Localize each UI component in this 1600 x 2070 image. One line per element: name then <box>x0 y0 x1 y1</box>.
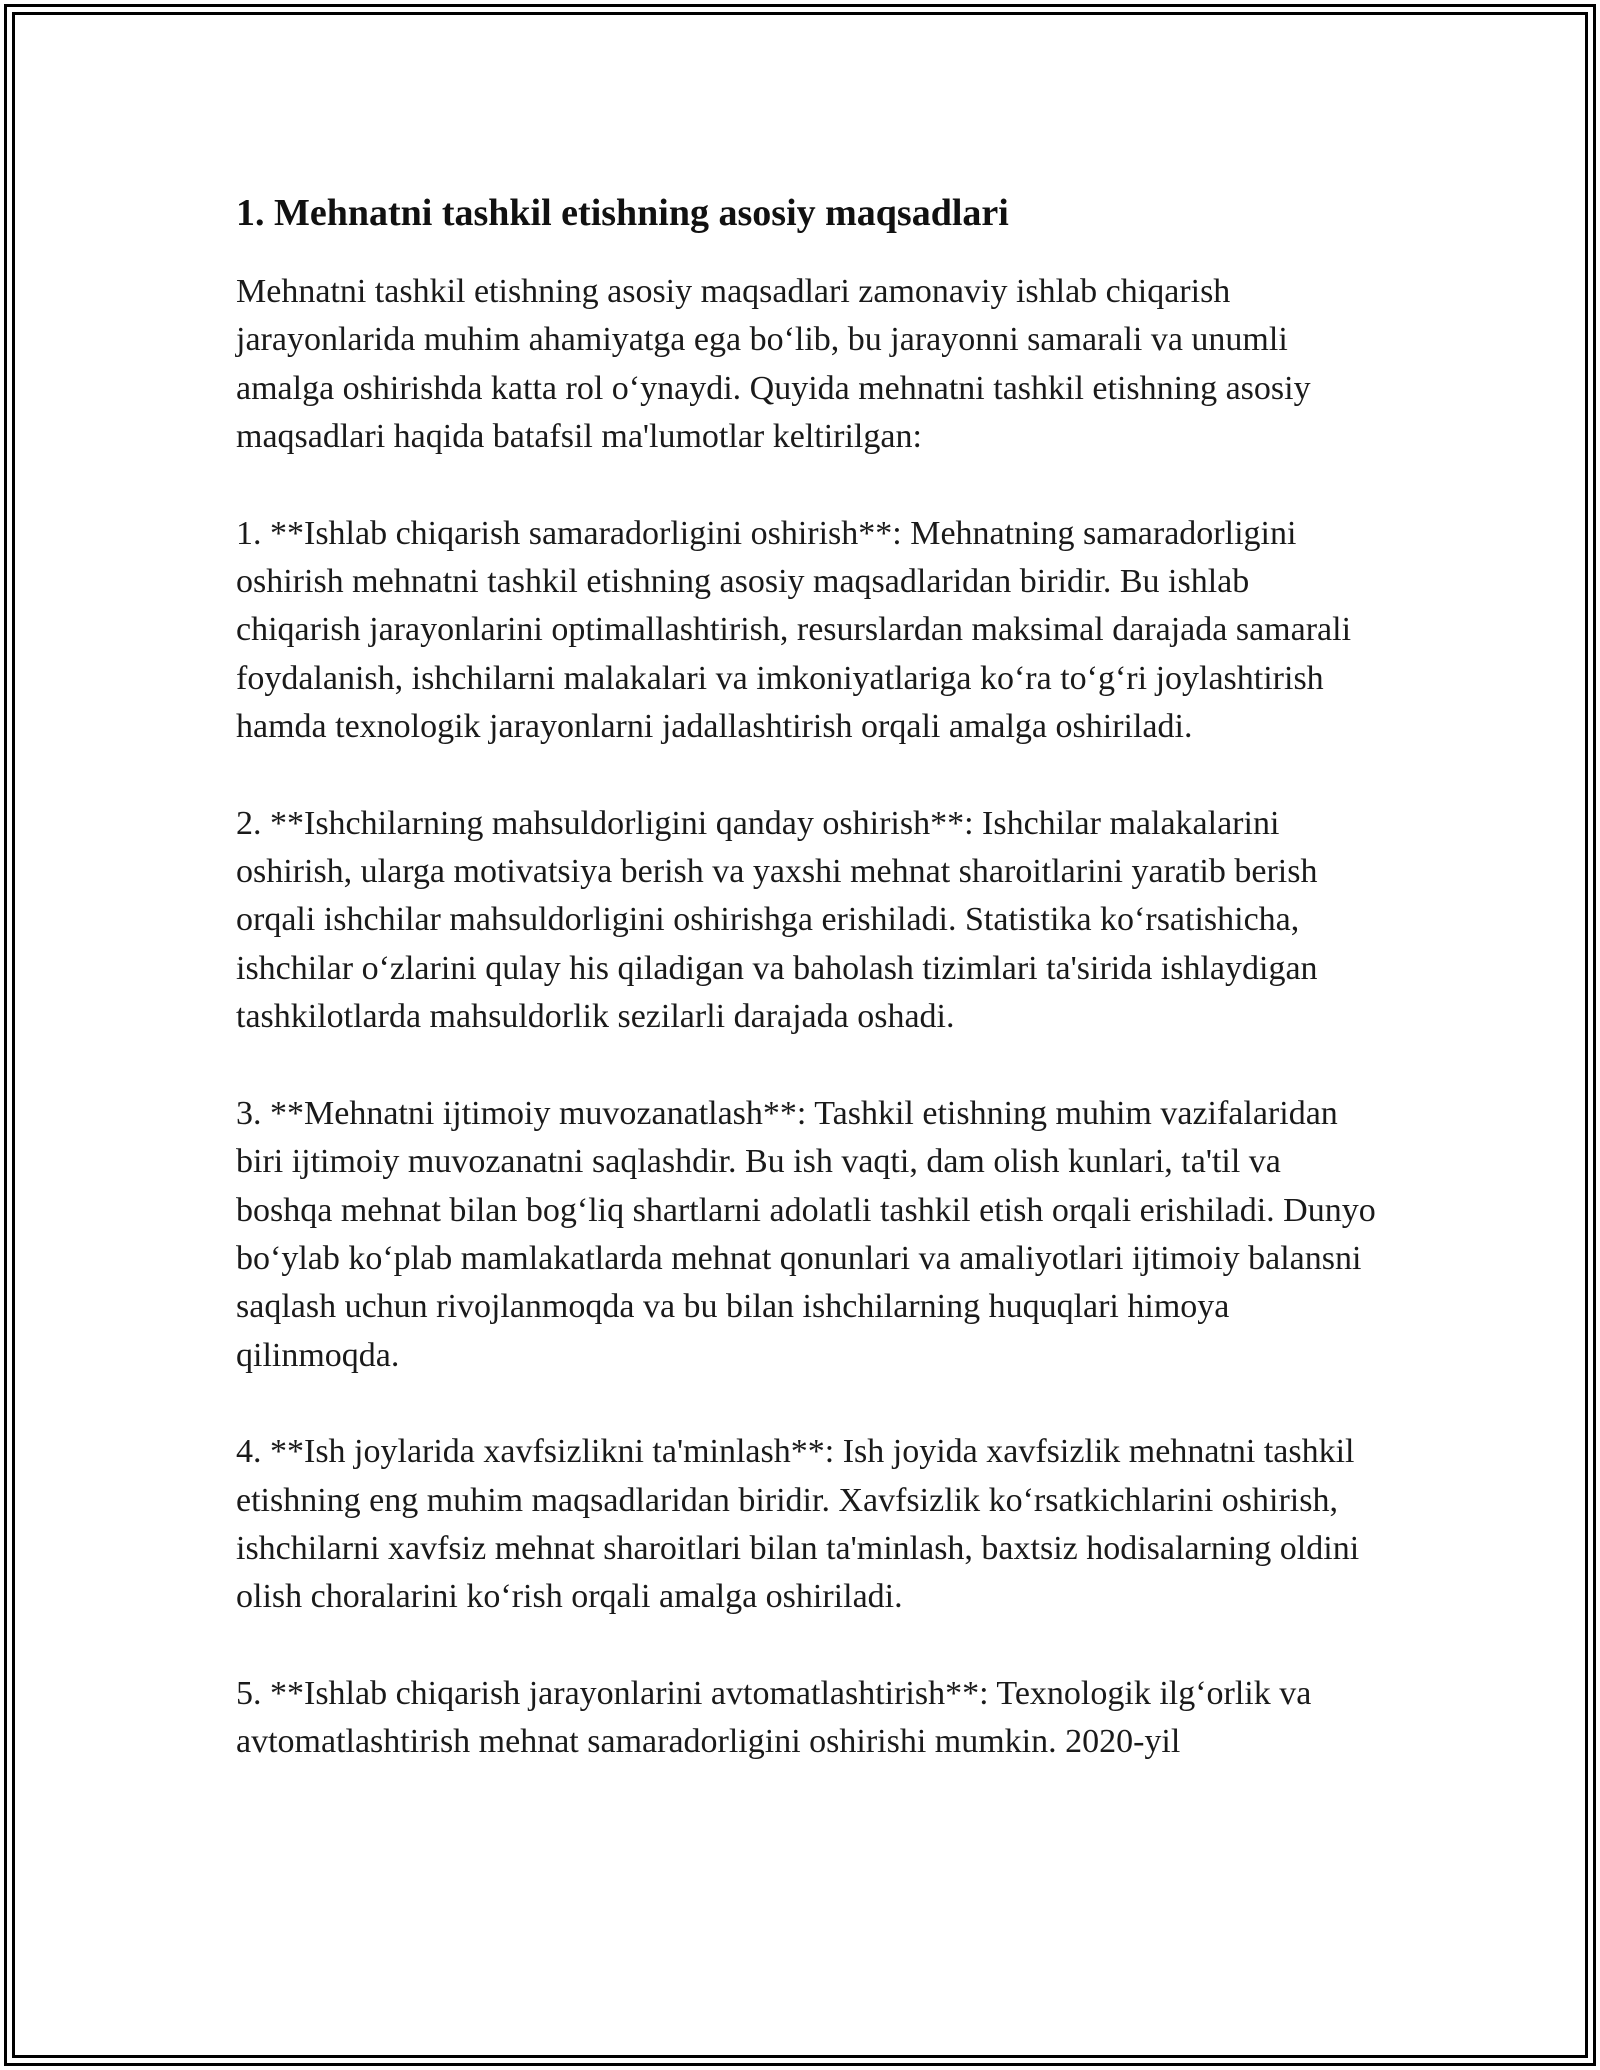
paragraph-item-4: 4. **Ish joylarida xavfsizlikni ta'minlash**: Ish joyida xavfsizlik mehnatni tashkil etishning eng muhim maqsadlaridan biridir. Xavfsizlik ko‘rsatkichlarini oshirish, ishchilarni xavfsiz mehnat sharoitlari bilan ta'minlash, baxtsiz hodisalarning oldini olish choralarini ko‘rish orqali amalga oshiriladi. <box>236 1433 1360 1616</box>
paragraph-item-3: 3. **Mehnatni ijtimoiy muvozanatlash**: Tashkil etishning muhim vazifalaridan biri ijtimoiy muvozanatni saqlashdir. Bu ish vaqti, dam olish kunlari, ta'til va boshqa mehnat bilan bog‘liq shartlarni adolatli tashkil etish orqali erishiladi. Dunyo bo‘ylab ko‘plab mamlakatlarda mehnat qonunlari va amaliyotlari ijtimoiy balansni saqlash uchun rivojlanmoqda va bu bilan ishchilarning huquqlari himoya qilinmoqda. <box>236 1094 1376 1374</box>
section-heading: 1. Mehnatni tashkil etishning asosiy maqsadlari <box>236 192 1009 234</box>
paragraph-item-1: 1. **Ishlab chiqarish samaradorligini oshirish**: Mehnatning samaradorligini oshirish mehnatni tashkil etishning asosiy maqsadlaridan biridir. Bu ishlab chiqarish jarayonlarini optimallashtirish, resurslardan maksimal darajada samarali foydalanish, ishchilarni malakalari va imkoniyatlariga ko‘ra to‘g‘ri joylashtirish hamda texnologik jarayonlarni jadallashtirish orqali amalga oshiriladi. <box>236 514 1352 746</box>
document-body <box>236 186 1376 1767</box>
intro-paragraph: Mehnatni tashkil etishning asosiy maqsadlari zamonaviy ishlab chiqarish jarayonlarida muhim ahamiyatga ega bo‘lib, bu jarayonni samarali va unumli amalga oshirishda katta rol o‘ynaydi. Quyida mehnatni tashkil etishning asosiy maqsadlari haqida batafsil ma'lumotlar keltirilgan: <box>236 273 1311 456</box>
paragraph-item-5: 5. **Ishlab chiqarish jarayonlarini avtomatlashtirish**: Texnologik ilg‘orlik va avtomatlashtirish mehnat samaradorligini oshirishi mumkin. 2020-yil <box>236 1674 1312 1761</box>
paragraph-item-2: 2. **Ishchilarning mahsuldorligini qanday oshirish**: Ishchilar malakalarini oshirish, ularga motivatsiya berish va yaxshi mehnat sharoitlarini yaratib berish orqali ishchilar mahsuldorligini oshirishga erishiladi. Statistika ko‘rsatishicha, ishchilar o‘zlarini qulay his qiladigan va baholash tizimlari ta'sirida ishlaydigan tashkilotlarda mahsuldorlik sezilarli darajada oshadi. <box>236 804 1318 1036</box>
